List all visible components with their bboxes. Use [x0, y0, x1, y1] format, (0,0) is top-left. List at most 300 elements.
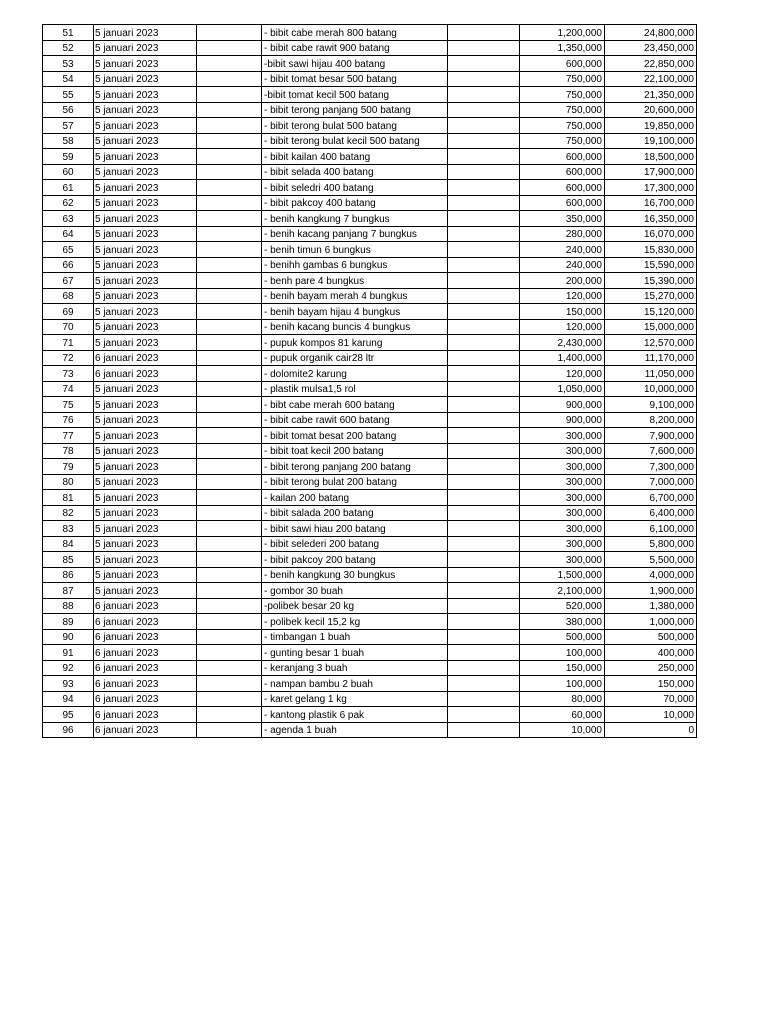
item-description-cell: - benih bayam hijau 4 bungkus [262, 304, 448, 320]
amount-cell: 300,000 [520, 474, 605, 490]
item-description-cell: - bibit pakcoy 400 batang [262, 195, 448, 211]
empty-cell [448, 707, 520, 723]
date-cell: 6 januari 2023 [94, 614, 197, 630]
balance-cell: 250,000 [605, 660, 697, 676]
date-cell: 5 januari 2023 [94, 87, 197, 103]
row-number-cell: 88 [43, 598, 94, 614]
item-description-cell: - nampan bambu 2 buah [262, 676, 448, 692]
row-number-cell: 66 [43, 257, 94, 273]
empty-cell [448, 381, 520, 397]
table-row [43, 505, 697, 521]
date-cell: 6 januari 2023 [94, 691, 197, 707]
item-description-cell: - bibit selederi 200 batang [262, 536, 448, 552]
empty-cell [197, 180, 262, 196]
empty-cell [448, 211, 520, 227]
item-description-cell: - keranjang 3 buah [262, 660, 448, 676]
empty-cell [197, 133, 262, 149]
date-cell: 5 januari 2023 [94, 149, 197, 165]
empty-cell [197, 366, 262, 382]
amount-cell: 300,000 [520, 428, 605, 444]
empty-cell [197, 397, 262, 413]
amount-cell: 300,000 [520, 521, 605, 537]
empty-cell [448, 428, 520, 444]
row-number-cell: 93 [43, 676, 94, 692]
amount-cell: 100,000 [520, 645, 605, 661]
row-number-cell: 77 [43, 428, 94, 444]
amount-cell: 100,000 [520, 676, 605, 692]
row-number-cell: 65 [43, 242, 94, 258]
empty-cell [448, 366, 520, 382]
row-number-cell: 85 [43, 552, 94, 568]
empty-cell [448, 490, 520, 506]
amount-cell: 600,000 [520, 56, 605, 72]
date-cell: 5 januari 2023 [94, 552, 197, 568]
empty-cell [197, 304, 262, 320]
table-row [43, 552, 697, 568]
date-cell: 6 januari 2023 [94, 707, 197, 723]
empty-cell [197, 660, 262, 676]
empty-cell [197, 443, 262, 459]
date-cell: 5 januari 2023 [94, 288, 197, 304]
table-row [43, 397, 697, 413]
empty-cell [448, 304, 520, 320]
row-number-cell: 89 [43, 614, 94, 630]
balance-cell: 11,170,000 [605, 350, 697, 366]
balance-cell: 16,350,000 [605, 211, 697, 227]
balance-cell: 17,300,000 [605, 180, 697, 196]
empty-cell [197, 614, 262, 630]
balance-cell: 16,700,000 [605, 195, 697, 211]
item-description-cell: -bibit sawi hijau 400 batang [262, 56, 448, 72]
item-description-cell: - bibit pakcoy 200 batang [262, 552, 448, 568]
empty-cell [448, 195, 520, 211]
empty-cell [197, 56, 262, 72]
item-description-cell: - plastik mulsa1,5 rol [262, 381, 448, 397]
date-cell: 5 januari 2023 [94, 583, 197, 599]
date-cell: 5 januari 2023 [94, 536, 197, 552]
empty-cell [197, 87, 262, 103]
empty-cell [448, 567, 520, 583]
empty-cell [197, 149, 262, 165]
balance-cell: 1,900,000 [605, 583, 697, 599]
item-description-cell: - bibit sawi hiau 200 batang [262, 521, 448, 537]
balance-cell: 8,200,000 [605, 412, 697, 428]
table-row [43, 521, 697, 537]
table-row [43, 676, 697, 692]
date-cell: 5 januari 2023 [94, 474, 197, 490]
row-number-cell: 95 [43, 707, 94, 723]
empty-cell [197, 598, 262, 614]
empty-cell [448, 149, 520, 165]
empty-cell [448, 257, 520, 273]
date-cell: 5 januari 2023 [94, 428, 197, 444]
empty-cell [197, 273, 262, 289]
item-description-cell: - bibit seledri 400 batang [262, 180, 448, 196]
balance-cell: 500,000 [605, 629, 697, 645]
item-description-cell: - bibit salada 200 batang [262, 505, 448, 521]
item-description-cell: - bibit cabe rawit 600 batang [262, 412, 448, 428]
item-description-cell: - bibit terong bulat 200 batang [262, 474, 448, 490]
empty-cell [197, 335, 262, 351]
table-row [43, 583, 697, 599]
table-row [43, 350, 697, 366]
amount-cell: 120,000 [520, 366, 605, 382]
amount-cell: 1,500,000 [520, 567, 605, 583]
balance-cell: 5,500,000 [605, 552, 697, 568]
empty-cell [448, 598, 520, 614]
date-cell: 6 januari 2023 [94, 660, 197, 676]
table-row [43, 366, 697, 382]
amount-cell: 750,000 [520, 71, 605, 87]
empty-cell [448, 25, 520, 41]
table-row [43, 25, 697, 41]
row-number-cell: 52 [43, 40, 94, 56]
empty-cell [197, 676, 262, 692]
empty-cell [448, 691, 520, 707]
balance-cell: 17,900,000 [605, 164, 697, 180]
empty-cell [448, 350, 520, 366]
date-cell: 5 januari 2023 [94, 335, 197, 351]
table-row [43, 567, 697, 583]
table-row [43, 226, 697, 242]
empty-cell [197, 226, 262, 242]
empty-cell [448, 180, 520, 196]
empty-cell [197, 552, 262, 568]
ledger-body [43, 25, 697, 738]
row-number-cell: 90 [43, 629, 94, 645]
item-description-cell: - bibit tomat besar 500 batang [262, 71, 448, 87]
row-number-cell: 79 [43, 459, 94, 475]
amount-cell: 1,050,000 [520, 381, 605, 397]
table-row [43, 428, 697, 444]
date-cell: 5 januari 2023 [94, 567, 197, 583]
date-cell: 5 januari 2023 [94, 118, 197, 134]
amount-cell: 240,000 [520, 257, 605, 273]
table-row [43, 102, 697, 118]
item-description-cell: - bibit terong panjang 200 batang [262, 459, 448, 475]
amount-cell: 300,000 [520, 505, 605, 521]
empty-cell [197, 118, 262, 134]
item-description-cell: -polibek besar 20 kg [262, 598, 448, 614]
date-cell: 5 januari 2023 [94, 195, 197, 211]
balance-cell: 6,100,000 [605, 521, 697, 537]
balance-cell: 10,000,000 [605, 381, 697, 397]
date-cell: 6 januari 2023 [94, 645, 197, 661]
item-description-cell: - kantong plastik 6 pak [262, 707, 448, 723]
table-row [43, 474, 697, 490]
table-row [43, 443, 697, 459]
empty-cell [448, 629, 520, 645]
row-number-cell: 92 [43, 660, 94, 676]
table-row [43, 412, 697, 428]
balance-cell: 15,390,000 [605, 273, 697, 289]
balance-cell: 0 [605, 722, 697, 738]
item-description-cell: - bibit toat kecil 200 batang [262, 443, 448, 459]
row-number-cell: 56 [43, 102, 94, 118]
empty-cell [448, 335, 520, 351]
empty-cell [448, 288, 520, 304]
table-row [43, 180, 697, 196]
empty-cell [448, 87, 520, 103]
amount-cell: 120,000 [520, 288, 605, 304]
item-description-cell: - bibit cabe merah 800 batang [262, 25, 448, 41]
empty-cell [448, 242, 520, 258]
row-number-cell: 53 [43, 56, 94, 72]
empty-cell [448, 645, 520, 661]
item-description-cell: - timbangan 1 buah [262, 629, 448, 645]
empty-cell [197, 164, 262, 180]
date-cell: 5 januari 2023 [94, 521, 197, 537]
item-description-cell: - pupuk kompos 81 karung [262, 335, 448, 351]
empty-cell [197, 412, 262, 428]
amount-cell: 600,000 [520, 180, 605, 196]
date-cell: 5 januari 2023 [94, 273, 197, 289]
amount-cell: 750,000 [520, 118, 605, 134]
amount-cell: 2,100,000 [520, 583, 605, 599]
empty-cell [448, 676, 520, 692]
amount-cell: 600,000 [520, 164, 605, 180]
row-number-cell: 84 [43, 536, 94, 552]
balance-cell: 18,500,000 [605, 149, 697, 165]
amount-cell: 10,000 [520, 722, 605, 738]
empty-cell [197, 428, 262, 444]
empty-cell [197, 459, 262, 475]
empty-cell [197, 505, 262, 521]
item-description-cell: - bibit terong panjang 500 batang [262, 102, 448, 118]
row-number-cell: 87 [43, 583, 94, 599]
item-description-cell: - bibit cabe rawit 900 batang [262, 40, 448, 56]
amount-cell: 150,000 [520, 304, 605, 320]
date-cell: 6 januari 2023 [94, 350, 197, 366]
balance-cell: 6,400,000 [605, 505, 697, 521]
table-row [43, 56, 697, 72]
amount-cell: 300,000 [520, 536, 605, 552]
row-number-cell: 91 [43, 645, 94, 661]
row-number-cell: 67 [43, 273, 94, 289]
table-row [43, 40, 697, 56]
date-cell: 6 januari 2023 [94, 676, 197, 692]
amount-cell: 300,000 [520, 490, 605, 506]
date-cell: 5 januari 2023 [94, 56, 197, 72]
balance-cell: 15,830,000 [605, 242, 697, 258]
balance-cell: 150,000 [605, 676, 697, 692]
amount-cell: 60,000 [520, 707, 605, 723]
row-number-cell: 70 [43, 319, 94, 335]
table-row [43, 242, 697, 258]
balance-cell: 6,700,000 [605, 490, 697, 506]
table-row [43, 87, 697, 103]
date-cell: 5 januari 2023 [94, 443, 197, 459]
row-number-cell: 74 [43, 381, 94, 397]
empty-cell [197, 211, 262, 227]
table-row [43, 257, 697, 273]
amount-cell: 520,000 [520, 598, 605, 614]
row-number-cell: 94 [43, 691, 94, 707]
empty-cell [197, 195, 262, 211]
row-number-cell: 71 [43, 335, 94, 351]
date-cell: 5 januari 2023 [94, 180, 197, 196]
balance-cell: 7,000,000 [605, 474, 697, 490]
empty-cell [197, 521, 262, 537]
empty-cell [197, 71, 262, 87]
row-number-cell: 82 [43, 505, 94, 521]
row-number-cell: 80 [43, 474, 94, 490]
table-row [43, 722, 697, 738]
empty-cell [448, 552, 520, 568]
row-number-cell: 55 [43, 87, 94, 103]
row-number-cell: 58 [43, 133, 94, 149]
balance-cell: 21,350,000 [605, 87, 697, 103]
row-number-cell: 63 [43, 211, 94, 227]
balance-cell: 7,600,000 [605, 443, 697, 459]
empty-cell [197, 25, 262, 41]
item-description-cell: - bibit tomat besat 200 batang [262, 428, 448, 444]
empty-cell [197, 474, 262, 490]
date-cell: 5 januari 2023 [94, 211, 197, 227]
item-description-cell: - benihh gambas 6 bungkus [262, 257, 448, 273]
table-row [43, 691, 697, 707]
table-row [43, 149, 697, 165]
date-cell: 5 januari 2023 [94, 505, 197, 521]
date-cell: 5 januari 2023 [94, 102, 197, 118]
table-row [43, 195, 697, 211]
item-description-cell: - pupuk organik cair28 ltr [262, 350, 448, 366]
item-description-cell: - dolomite2 karung [262, 366, 448, 382]
item-description-cell: - agenda 1 buah [262, 722, 448, 738]
empty-cell [448, 614, 520, 630]
amount-cell: 600,000 [520, 149, 605, 165]
balance-cell: 7,900,000 [605, 428, 697, 444]
empty-cell [197, 490, 262, 506]
empty-cell [197, 583, 262, 599]
date-cell: 5 januari 2023 [94, 242, 197, 258]
amount-cell: 1,200,000 [520, 25, 605, 41]
row-number-cell: 51 [43, 25, 94, 41]
empty-cell [197, 536, 262, 552]
table-row [43, 645, 697, 661]
table-row [43, 459, 697, 475]
amount-cell: 80,000 [520, 691, 605, 707]
date-cell: 6 januari 2023 [94, 598, 197, 614]
row-number-cell: 86 [43, 567, 94, 583]
row-number-cell: 73 [43, 366, 94, 382]
amount-cell: 380,000 [520, 614, 605, 630]
date-cell: 5 januari 2023 [94, 412, 197, 428]
item-description-cell: - bibit terong bulat 500 batang [262, 118, 448, 134]
item-description-cell: - bibit selada 400 batang [262, 164, 448, 180]
date-cell: 5 januari 2023 [94, 226, 197, 242]
item-description-cell: - benih kangkung 30 bungkus [262, 567, 448, 583]
row-number-cell: 69 [43, 304, 94, 320]
balance-cell: 4,000,000 [605, 567, 697, 583]
row-number-cell: 57 [43, 118, 94, 134]
amount-cell: 1,350,000 [520, 40, 605, 56]
item-description-cell: - gunting besar 1 buah [262, 645, 448, 661]
balance-cell: 9,100,000 [605, 397, 697, 413]
date-cell: 5 januari 2023 [94, 490, 197, 506]
amount-cell: 200,000 [520, 273, 605, 289]
empty-cell [197, 350, 262, 366]
balance-cell: 70,000 [605, 691, 697, 707]
balance-cell: 15,270,000 [605, 288, 697, 304]
row-number-cell: 83 [43, 521, 94, 537]
empty-cell [197, 288, 262, 304]
row-number-cell: 60 [43, 164, 94, 180]
item-description-cell: - gombor 30 buah [262, 583, 448, 599]
item-description-cell: - bibit kailan 400 batang [262, 149, 448, 165]
balance-cell: 7,300,000 [605, 459, 697, 475]
table-row [43, 598, 697, 614]
item-description-cell: - bibt cabe merah 600 batang [262, 397, 448, 413]
date-cell: 5 januari 2023 [94, 459, 197, 475]
table-row [43, 133, 697, 149]
empty-cell [448, 521, 520, 537]
table-row [43, 381, 697, 397]
amount-cell: 500,000 [520, 629, 605, 645]
balance-cell: 23,450,000 [605, 40, 697, 56]
amount-cell: 750,000 [520, 102, 605, 118]
empty-cell [197, 381, 262, 397]
empty-cell [448, 583, 520, 599]
item-description-cell: - bibit terong bulat kecil 500 batang [262, 133, 448, 149]
date-cell: 5 januari 2023 [94, 133, 197, 149]
table-row [43, 660, 697, 676]
empty-cell [197, 645, 262, 661]
empty-cell [197, 707, 262, 723]
row-number-cell: 81 [43, 490, 94, 506]
balance-cell: 15,120,000 [605, 304, 697, 320]
empty-cell [197, 567, 262, 583]
balance-cell: 22,850,000 [605, 56, 697, 72]
balance-cell: 24,800,000 [605, 25, 697, 41]
empty-cell [448, 56, 520, 72]
table-row [43, 707, 697, 723]
amount-cell: 900,000 [520, 397, 605, 413]
row-number-cell: 61 [43, 180, 94, 196]
balance-cell: 16,070,000 [605, 226, 697, 242]
row-number-cell: 64 [43, 226, 94, 242]
amount-cell: 300,000 [520, 459, 605, 475]
empty-cell [197, 319, 262, 335]
date-cell: 5 januari 2023 [94, 164, 197, 180]
empty-cell [448, 459, 520, 475]
empty-cell [197, 629, 262, 645]
empty-cell [448, 71, 520, 87]
date-cell: 6 januari 2023 [94, 366, 197, 382]
item-description-cell: - benh pare 4 bungkus [262, 273, 448, 289]
date-cell: 6 januari 2023 [94, 629, 197, 645]
balance-cell: 19,100,000 [605, 133, 697, 149]
date-cell: 5 januari 2023 [94, 71, 197, 87]
empty-cell [448, 40, 520, 56]
balance-cell: 19,850,000 [605, 118, 697, 134]
empty-cell [448, 536, 520, 552]
empty-cell [448, 164, 520, 180]
row-number-cell: 68 [43, 288, 94, 304]
empty-cell [448, 660, 520, 676]
amount-cell: 300,000 [520, 443, 605, 459]
empty-cell [448, 397, 520, 413]
row-number-cell: 76 [43, 412, 94, 428]
empty-cell [448, 412, 520, 428]
empty-cell [197, 242, 262, 258]
table-row [43, 319, 697, 335]
date-cell: 5 januari 2023 [94, 257, 197, 273]
row-number-cell: 78 [43, 443, 94, 459]
row-number-cell: 75 [43, 397, 94, 413]
date-cell: 6 januari 2023 [94, 722, 197, 738]
balance-cell: 10,000 [605, 707, 697, 723]
